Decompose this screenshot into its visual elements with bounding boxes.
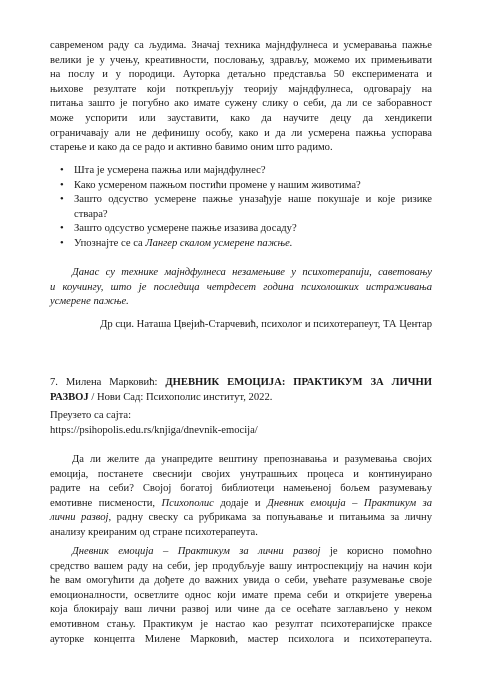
text-line: савременом раду са људима. Значај техника мајндфулнеса и усмеравања пажње bbox=[50, 40, 432, 51]
text-line: лични развој, радну свеску са рубрикама за попуњавање и питањима за личну bbox=[50, 512, 432, 524]
bullet-icon: • bbox=[60, 179, 64, 191]
text-line: може успорити или зауставити, како да научите децу да хендикепи bbox=[50, 112, 432, 124]
question-list bbox=[58, 164, 432, 252]
entry-number: 7. Милена Марковић: bbox=[50, 377, 166, 388]
text-line: анализу креираним од стране психотерапеута. bbox=[50, 526, 258, 538]
text-line: Данас су технике мајндфулнеса незамењиве у психотерапији, саветовању bbox=[72, 267, 432, 278]
text-line: ће вам омогућити да дођете до важних увида о себи, увећате разумевање своје bbox=[50, 575, 432, 587]
book-title: ДНЕВНИК ЕМОЦИЈА: ПРАКТИКУМ ЗА ЛИЧНИ bbox=[165, 377, 433, 388]
intro-paragraph bbox=[50, 39, 432, 156]
text-line: на послу и у породици. Ауторка детаљно представља 50 експеримената и bbox=[50, 69, 432, 81]
text-line: питања зашто је погубно ако имате сужену слику о себи, да ли се заборавност bbox=[50, 98, 432, 110]
bullet-icon: • bbox=[60, 223, 64, 235]
list-item: • Зашто одсуство усмерене пажње уназађује наше покушаје и које ризике ствара? bbox=[60, 194, 432, 220]
italic-paragraph bbox=[50, 266, 432, 310]
bullet-icon: • bbox=[60, 237, 64, 249]
book-entry-heading bbox=[50, 376, 432, 405]
signature: Др сци. Наташа Цвејић-Старчевић, психолог и психотерапеут, ТА Центар bbox=[100, 319, 432, 330]
list-item: • Шта је усмерена пажња или мајндфулнес? bbox=[58, 164, 432, 179]
list-item: • Како усмереном пажњом постићи промене у нашим животима? bbox=[58, 179, 432, 194]
text-line: емоционалности, осветлите однос који имате према себи и откријете уверења bbox=[50, 589, 432, 601]
text-line: емотивном стању. Практикум је настао као резултат психотерапијске праксе bbox=[50, 618, 432, 630]
list-item: • Зашто одсуство усмерене пажње изазива досаду? bbox=[58, 222, 432, 237]
source-block bbox=[50, 409, 432, 438]
text-line: средство вашем раду на себи, јер продубљује вашу интроспекцију на начин који bbox=[50, 560, 432, 572]
practicum-paragraph bbox=[50, 545, 432, 647]
text-line: која блокирају ваш лични развој или чине да се осећате заглављено у неком bbox=[50, 604, 432, 616]
description-paragraph bbox=[50, 453, 432, 541]
text-line: ауторке концепта Милене Марковић, мастер психолога и психотерапеута. bbox=[50, 633, 432, 645]
text-line: њихове резултате који поткрепљују теорију мајндфулнеса, одговарају на bbox=[50, 83, 432, 95]
text-line: емоција, постанете свеснији својих унутрашњих процеса и континуирано bbox=[50, 468, 432, 480]
source-url[interactable]: https://psihopolis.edu.rs/knjiga/dnevnik-emocija/ bbox=[50, 424, 258, 436]
bullet-icon: • bbox=[60, 165, 64, 176]
text-line: старење и како да се радо и активно бавимо оним што радимо. bbox=[50, 142, 333, 154]
source-label: Преузето са сајта: bbox=[50, 410, 132, 421]
text-line: емотивне писмености, Психополис додаје и Дневник емоција – Практикум за bbox=[50, 497, 432, 509]
publisher-info: / Нови Сад: Психополис институт, 2022. bbox=[88, 391, 273, 403]
text-line: ограничавају али не дефинишу особу, како и да ли усмерена пажња успорава bbox=[50, 127, 432, 139]
list-item: • Упознајте се са Лангер скалом усмерене пажње. bbox=[58, 237, 432, 252]
text-line: усмерене пажње. bbox=[50, 296, 129, 308]
text-line: радите на себи? Својој богатој библиотеци намењеној бољем разумевању bbox=[50, 483, 432, 495]
text-line: и коучингу, што је последица четрдесет година психолошких истраживања bbox=[50, 281, 432, 293]
text-line: велики је у учењу, креативности, пословању, здрављу, можемо их примењивати bbox=[50, 54, 432, 66]
book-title-continued: РАЗВОЈ bbox=[50, 391, 89, 403]
text-line: Дневник емоција – Практикум за лични развој је корисно помоћно bbox=[72, 546, 432, 557]
text-line: Да ли желите да унапредите вештину препознавања и разумевања својих bbox=[72, 454, 432, 465]
bullet-icon: • bbox=[60, 194, 64, 206]
